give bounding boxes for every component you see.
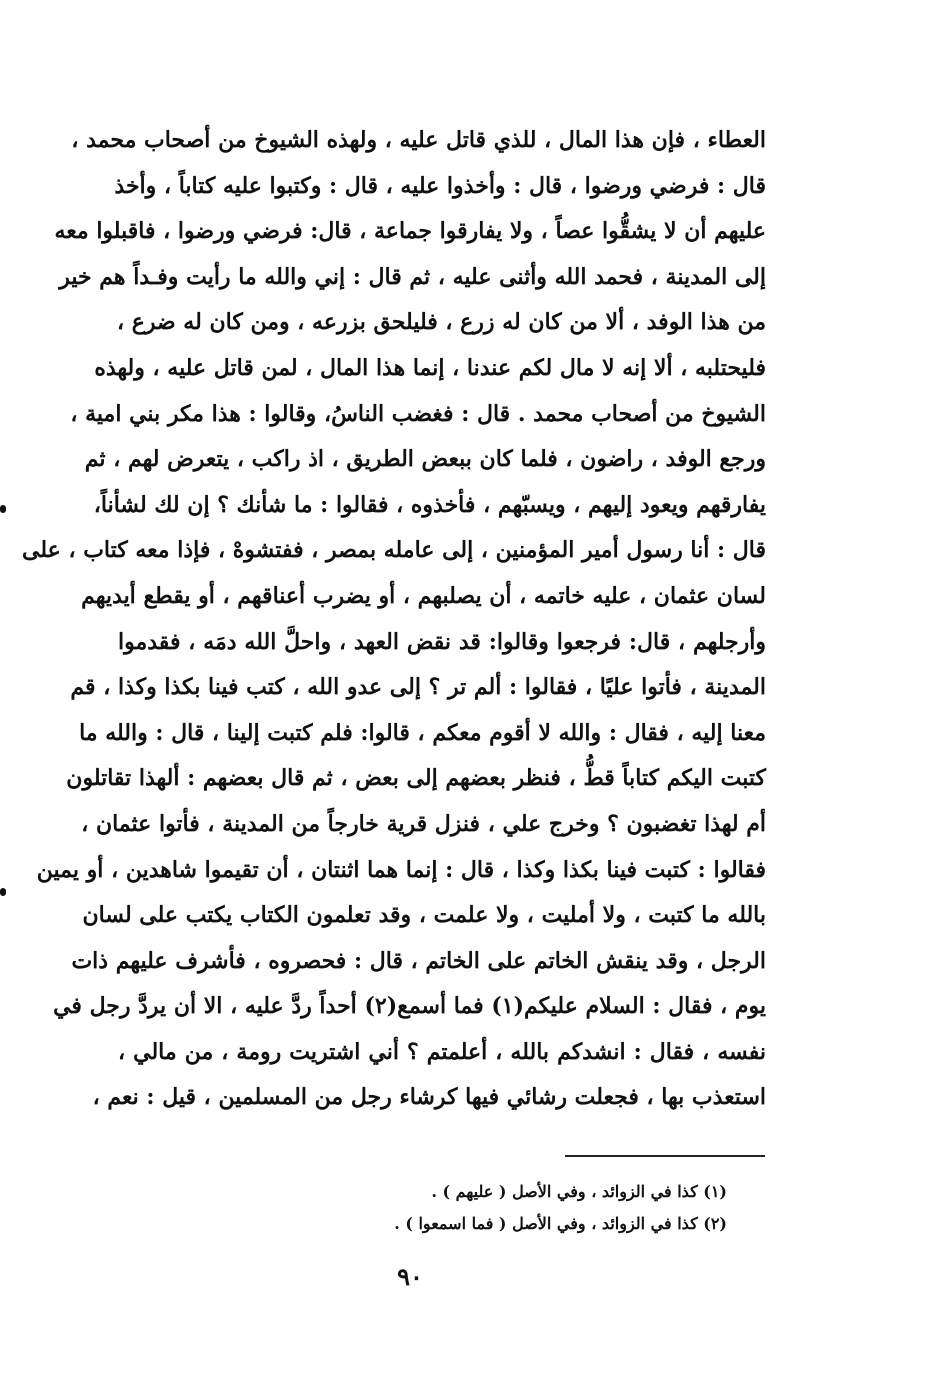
text-line: بالله ما كتبت ، ولا أمليت ، ولا علمت ، وقد تعلمون الكتاب يكتب على لسان <box>82 902 766 929</box>
footnote-divider <box>565 1155 765 1157</box>
text-line: إلى المدينة ، فحمد الله وأثنى عليه ، ثم قال : إني والله ما رأيت وفـداً هم خير <box>59 263 766 290</box>
scan-speck <box>0 505 6 513</box>
text-line: استعذب بها ، فجعلت رشائي فيها كرشاء رجل من المسلمين ، قيل : نعم ، <box>92 1084 766 1111</box>
text-line: لسان عثمان ، عليه خاتمه ، أن يصلبهم ، أو يضرب أعناقهم ، أو يقطع أيديهم <box>81 582 766 609</box>
scan-speck <box>0 888 6 896</box>
page-number: ٩٠ <box>397 1262 423 1291</box>
text-line: نفسه ، فقال : انشدكم بالله ، أعلمتم ؟ أني اشتريت رومة ، من مالي ، <box>118 1038 766 1065</box>
main-text-block <box>22 118 766 1121</box>
text-line: فقالوا : كتبت فينا بكذا وكذا ، قال : إنما هما اثنتان ، أن تقيموا شاهدين ، أو يمين <box>36 856 766 883</box>
footnotes-block <box>300 1176 727 1240</box>
footnote-1: (١) كذا في الزوائد ، وفي الأصل ( عليهم ) . <box>431 1182 727 1201</box>
text-line: قال : فرضي ورضوا ، قال : وأخذوا عليه ، قال : وكتبوا عليه كتاباً ، وأخذ <box>114 172 766 199</box>
text-line: فليحتلبه ، ألا إنه لا مال لكم عندنا ، إنما هذا المال ، لمن قاتل عليه ، ولهذه <box>94 354 766 381</box>
text-line: وأرجلهم ، قال: فرجعوا وقالوا: قد نقض العهد ، واحلَّ الله دمَه ، فقدموا <box>118 628 766 655</box>
text-line: الشيوخ من أصحاب محمد . قال : فغضب الناسُ، وقالوا : هذا مكر بني امية ، <box>70 400 766 427</box>
text-line: قال : أنا رسول أمير المؤمنين ، إلى عامله بمصر ، ففتشوهْ ، فإذا معه كتاب ، على <box>22 537 766 564</box>
text-line: العطاء ، فإن هذا المال ، للذي قاتل عليه ، ولهذه الشيوخ من أصحاب محمد ، <box>71 127 766 153</box>
text-line: يفارقهم ويعود إليهم ، ويسبّهم ، فأخذوه ، فقالوا : ما شأنك ؟ إن لك لشأناً، <box>93 491 766 518</box>
text-line: عليهم أن لا يشقُّوا عصاً ، ولا يفارقوا جماعة ، قال: فرضي ورضوا ، فاقبلوا معه <box>54 218 766 245</box>
text-line: يوم ، فقال : السلام عليكم(١) فما أسمع(٢) أحداً ردَّ عليه ، الا أن يردَّ رجل في <box>53 993 766 1020</box>
text-line: ورجع الوفد ، راضون ، فلما كان ببعض الطريق ، اذ راكب ، يتعرض لهم ، ثم <box>84 446 766 473</box>
text-line: المدينة ، فأتوا عليًا ، فقالوا : ألم تر ؟ إلى عدو الله ، كتب فينا بكذا وكذا ، قم <box>70 674 766 701</box>
text-line: أم لهذا تغضبون ؟ وخرج علي ، فنزل قرية خارجاً من المدينة ، فأتوا عثمان ، <box>81 810 766 837</box>
text-line: معنا إليه ، فقال : والله لا أقوم معكم ، قالوا: فلم كتبت إلينا ، قال : والله ما <box>79 719 766 746</box>
footnote-2: (٢) كذا في الزوائد ، وفي الأصل ( فما اسمعوا ) . <box>394 1214 727 1233</box>
text-line: من هذا الوفد ، ألا من كان له زرع ، فليلحق بزرعه ، ومن كان له ضرع ، <box>116 309 766 336</box>
text-line: كتبت اليكم كتاباً قطُّ ، فنظر بعضهم إلى بعض ، ثم قال بعضهم : ألهذا تقاتلون <box>66 765 766 792</box>
text-line: الرجل ، وقد ينقش الخاتم على الخاتم ، قال : فحصروه ، فأشرف عليهم ذات <box>71 947 766 974</box>
